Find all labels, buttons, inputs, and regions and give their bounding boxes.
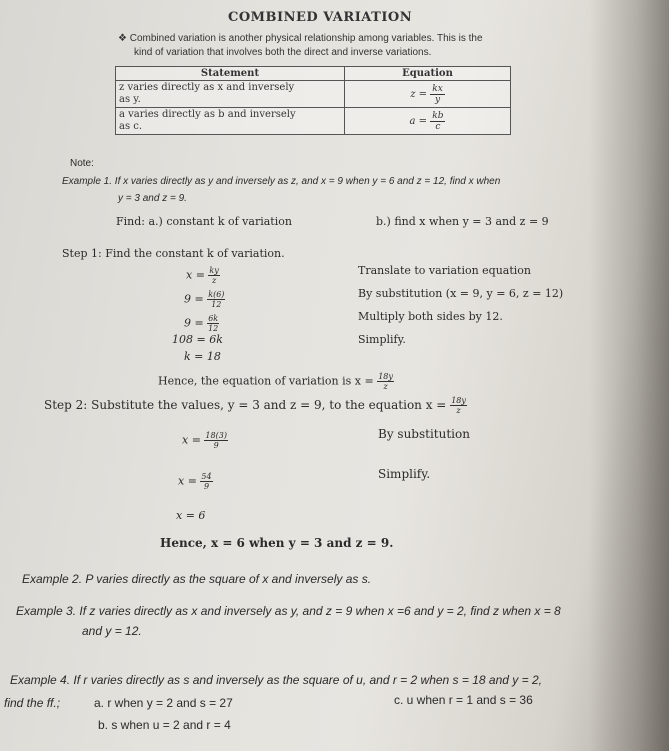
intro-line-1 <box>118 33 483 44</box>
example-4-a: a. r when y = 2 and s = 27 <box>94 696 233 710</box>
equation-fraction: $\frac{kx}{y}$ <box>432 83 443 105</box>
example-4-find: find the ff.; <box>4 696 61 710</box>
example-2: Example 2. P varies directly as the square of x and inversely as s. <box>22 572 372 586</box>
intro-line-2: kind of variation that involves both the direct and inverse variations. <box>134 47 432 58</box>
note-label: Note: <box>70 158 94 169</box>
diamond-bullet-icon: ❖ <box>118 33 127 44</box>
example-3-line-1: Example 3. If z varies directly as x and inversely as y, and z = 9 when x =6 and y = 2, find z when x = 8 <box>16 604 561 618</box>
example-1-line-2: y = 3 and z = 9. <box>118 193 187 204</box>
equation-cell: a = $\frac{kb}{c}$ <box>345 108 511 135</box>
example-4-b: b. s when u = 2 and r = 4 <box>98 718 231 732</box>
step-1-desc-1: Translate to variation equation <box>358 264 532 277</box>
page-title: COMBINED VARIATION <box>228 10 413 25</box>
step-2-hence: Hence, x = 6 when y = 3 and z = 9. <box>160 536 394 550</box>
step-2-eq-2: x = $\frac{54}{9}$ <box>178 472 212 491</box>
equation-cell: z = $\frac{kx}{y}$ <box>345 81 511 108</box>
statement-cell: z varies directly as x and inversely as y. <box>116 81 345 108</box>
example-4-line-1: Example 4. If r varies directly as s and inversely as the square of u, and r = 2 when s = 18 and y = 2, <box>10 673 542 687</box>
step-2-eq-1: x = $\frac{18(3)}{9}$ <box>182 431 227 450</box>
variation-table <box>115 66 511 135</box>
step-1-desc-3: Multiply both sides by 12. <box>358 310 503 323</box>
step-1-hence: Hence, the equation of variation is x = $\frac{18y}{z}$ <box>158 372 393 391</box>
table-row <box>116 108 511 135</box>
example-1-line-1: Example 1. If x varies directly as y and inversely as z, and x = 9 when y = 6 and z = 12, find x when <box>62 176 501 187</box>
step-2-desc-1: By substitution <box>378 427 470 441</box>
step-1-eq-1: x = $\frac{ky}{z}$ <box>186 266 219 285</box>
step-1-eq-3: 9 = $\frac{6k}{12}$ <box>184 314 219 333</box>
example-1-find-a: Find: a.) constant k of variation <box>116 215 292 228</box>
step-2-title: Step 2: Substitute the values, y = 3 and z = 9, to the equation x = $\frac{18y}{z}$ <box>44 396 466 415</box>
step-1-eq-5: k = 18 <box>184 350 221 363</box>
table-row <box>116 81 511 108</box>
example-4-c: c. u when r = 1 and s = 36 <box>394 693 533 707</box>
step-2-eq-3: x = 6 <box>176 509 206 522</box>
example-3-line-2: and y = 12. <box>82 624 142 638</box>
intro-text-1: Combined variation is another physical relationship among variables. This is the <box>129 33 483 44</box>
step-1-desc-4: Simplify. <box>358 333 406 346</box>
example-1-find-b: b.) find x when y = 3 and z = 9 <box>376 215 549 228</box>
step-1-title: Step 1: Find the constant k of variation. <box>62 247 285 260</box>
statement-cell: a varies directly as b and inversely as c. <box>116 108 345 135</box>
equation-fraction: $\frac{kb}{c}$ <box>432 110 444 132</box>
step-1-eq-2: 9 = $\frac{k(6)}{12}$ <box>184 290 225 309</box>
table-header-statement: Statement <box>116 67 345 81</box>
step-1-desc-2: By substitution (x = 9, y = 6, z = 12) <box>358 287 564 300</box>
step-1-eq-4: 108 = 6k <box>172 333 223 346</box>
table-header-equation: Equation <box>345 67 511 81</box>
page-shadow <box>589 0 669 751</box>
step-2-desc-2: Simplify. <box>378 467 431 481</box>
